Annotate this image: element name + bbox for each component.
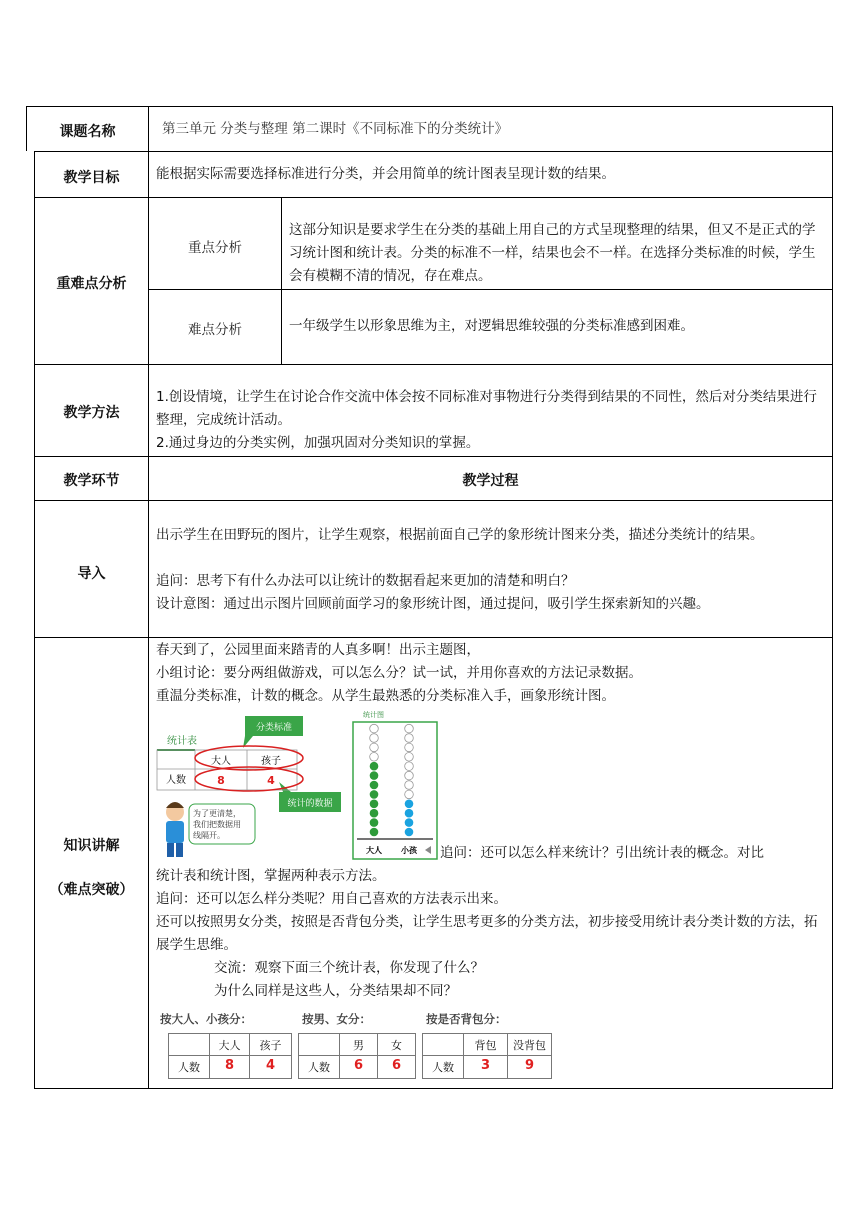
table1-value-1: 8 xyxy=(224,1058,235,1073)
table3-title: 按是否背包分： xyxy=(426,1012,507,1026)
table2-value-1: 6 xyxy=(353,1058,364,1073)
table3-value-1: 3 xyxy=(480,1058,491,1073)
svg-text:线隔开。: 线隔开。 xyxy=(193,831,225,840)
chart-x-adult: 大人 xyxy=(366,846,382,855)
process-heading: 教学过程 xyxy=(462,473,519,489)
pictograph-dot-child-10 xyxy=(405,743,414,752)
chart-title: 统计图 xyxy=(363,711,384,719)
difficulty-label: 重难点分析 xyxy=(56,276,127,292)
knowledge-label: 知识讲解 xyxy=(63,838,120,854)
pictograph-dot-child-1 xyxy=(405,828,414,837)
pictograph-dot-adult-3 xyxy=(370,809,379,818)
objective-text: 能根据实际需要选择标准进行分类，并会用简单的统计图表呈现计数的结果。 xyxy=(156,166,615,182)
table1-head-1: 大人 xyxy=(218,1039,241,1052)
child-body-icon xyxy=(166,821,184,843)
chart-x-child: 小孩 xyxy=(401,846,417,855)
pictograph-dot-adult-6 xyxy=(370,781,379,790)
pictograph-dot-adult-12 xyxy=(370,724,379,733)
pictograph-dot-child-5 xyxy=(405,790,414,799)
knowledge-paragraph-3: 重温分类标准，计数的概念。从学生最熟悉的分类标准入手，画象形统计图。 xyxy=(156,688,615,704)
comparison-table-2 xyxy=(292,1011,418,1081)
objective-label: 教学目标 xyxy=(63,170,120,186)
pictograph-dot-child-3 xyxy=(405,809,414,818)
pictograph-dot-child-9 xyxy=(405,753,414,762)
intro-label: 导入 xyxy=(77,566,106,582)
table1-row-label: 人数 xyxy=(178,1061,200,1074)
pictograph-dot-child-4 xyxy=(405,800,414,809)
table3-head-2: 没背包 xyxy=(513,1039,546,1052)
pictograph-dot-child-12 xyxy=(405,724,414,733)
pictograph-dot-adult-10 xyxy=(370,743,379,752)
pictograph-marks xyxy=(370,724,414,836)
figure-value-child: 4 xyxy=(267,774,275,787)
knowledge-paragraph-4b: 统计表和统计图，掌握两种表示方法。 xyxy=(156,868,386,884)
key-analysis-label: 重点分析 xyxy=(188,240,242,256)
pictograph-dot-adult-8 xyxy=(370,762,379,771)
pictograph-dot-adult-2 xyxy=(370,818,379,827)
pictograph-dot-child-2 xyxy=(405,818,414,827)
course-title-value: 第三单元 分类与整理 第二课时《不同标准下的分类统计》 xyxy=(162,121,509,137)
bubble-data-text: 统计的数据 xyxy=(287,799,333,809)
pictograph-dot-adult-1 xyxy=(370,828,379,837)
table1-head-2: 孩子 xyxy=(259,1039,282,1052)
table3-value-2: 9 xyxy=(524,1058,535,1073)
table2-title: 按男、女分： xyxy=(302,1012,371,1026)
comparison-table-1 xyxy=(160,1011,290,1081)
pictograph-dot-child-8 xyxy=(405,762,414,771)
pictograph-dot-adult-5 xyxy=(370,790,379,799)
hard-analysis-text: 一年级学生以形象思维为主，对逻辑思维较强的分类标准感到困难。 xyxy=(289,318,694,334)
figure-table-title: 统计表 xyxy=(167,736,197,747)
process-section-label: 教学环节 xyxy=(63,473,120,489)
knowledge-paragraph-6: 还可以按照男女分类，按照是否背包分类，让学生思考更多的分类方法，初步接受用统计表分类计数的方法，拓展学生思维。 xyxy=(156,914,818,953)
table2-head-1: 男 xyxy=(353,1039,364,1052)
figure-col-child: 孩子 xyxy=(261,756,281,767)
table1-title: 按大人、小孩分： xyxy=(160,1012,252,1026)
intro-paragraph-3: 设计意图：通过出示图片回顾前面学习的象形统计图，通过提问，吸引学生探索新知的兴趣。 xyxy=(156,596,710,612)
method-label: 教学方法 xyxy=(63,405,120,421)
table2-value-2: 6 xyxy=(391,1058,402,1073)
pictograph-dot-adult-11 xyxy=(370,734,379,743)
comparison-table-3 xyxy=(420,1011,554,1081)
theme-figure xyxy=(153,708,443,860)
method-line-2: 2.通过身边的分类实例，加强巩固对分类知识的掌握。 xyxy=(156,435,480,451)
knowledge-paragraph-7: 交流：观察下面三个统计表，你发现了什么？ xyxy=(214,960,484,976)
intro-paragraph-2: 追问：思考下有什么办法可以让统计的数据看起来更加的清楚和明白？ xyxy=(156,573,575,589)
pictograph-dot-child-6 xyxy=(405,781,414,790)
figure-value-adult: 8 xyxy=(217,774,225,787)
knowledge-sublabel: （难点突破） xyxy=(49,882,134,898)
table2-row-label: 人数 xyxy=(308,1061,330,1074)
pictograph-dot-adult-9 xyxy=(370,753,379,762)
knowledge-paragraph-2: 小组讨论：要分两组做游戏，可以怎么分？试一试，并用你喜欢的方法记录数据。 xyxy=(156,665,642,681)
hard-analysis-label: 难点分析 xyxy=(188,322,242,338)
pictograph-dot-child-11 xyxy=(405,734,414,743)
key-analysis-text: 这部分知识是要求学生在分类的基础上用自己的方式呈现整理的结果，但又不是正式的学习统计图和统计表。分类的标准不一样，结果也会不一样。在选择分类标准的时候，学生会有模糊不清的情况，存在难点。 xyxy=(289,222,816,284)
table3-row-label: 人数 xyxy=(432,1061,454,1074)
pictograph-dot-adult-4 xyxy=(370,800,379,809)
pictograph-dot-child-7 xyxy=(405,771,414,780)
svg-text:为了更清楚，: 为了更清楚， xyxy=(193,809,241,818)
knowledge-paragraph-1: 春天到了，公园里面来踏青的人真多啊！出示主题图， xyxy=(156,642,480,658)
knowledge-paragraph-8: 为什么同样是这些人，分类结果却不同？ xyxy=(214,983,457,999)
table1-value-2: 4 xyxy=(265,1058,276,1073)
method-line-1: 1.创设情境，让学生在讨论合作交流中体会按不同标准对事物进行分类得到结果的不同性，然后对分类结果进行整理，完成统计活动。 xyxy=(156,389,817,428)
bubble-classification-text: 分类标准 xyxy=(255,723,293,733)
pictograph-dot-adult-7 xyxy=(370,771,379,780)
figure-col-adult: 大人 xyxy=(211,756,231,767)
knowledge-paragraph-4a: 追问：还可以怎么样来统计？引出统计表的概念。对比 xyxy=(440,845,764,861)
course-title-label: 课题名称 xyxy=(59,124,116,140)
intro-paragraph-1: 出示学生在田野玩的图片，让学生观察，根据前面自己学的象形统计图来分类，描述分类统计的结果。 xyxy=(156,527,764,543)
table2-head-2: 女 xyxy=(391,1039,402,1052)
svg-text:我们把数据用: 我们把数据用 xyxy=(193,820,241,829)
figure-svg xyxy=(153,708,443,860)
table3-head-1: 背包 xyxy=(474,1039,497,1052)
figure-row-label: 人数 xyxy=(166,775,186,786)
knowledge-paragraph-5: 追问：还可以怎么样分类呢？用自己喜欢的方法表示出来。 xyxy=(156,891,507,907)
